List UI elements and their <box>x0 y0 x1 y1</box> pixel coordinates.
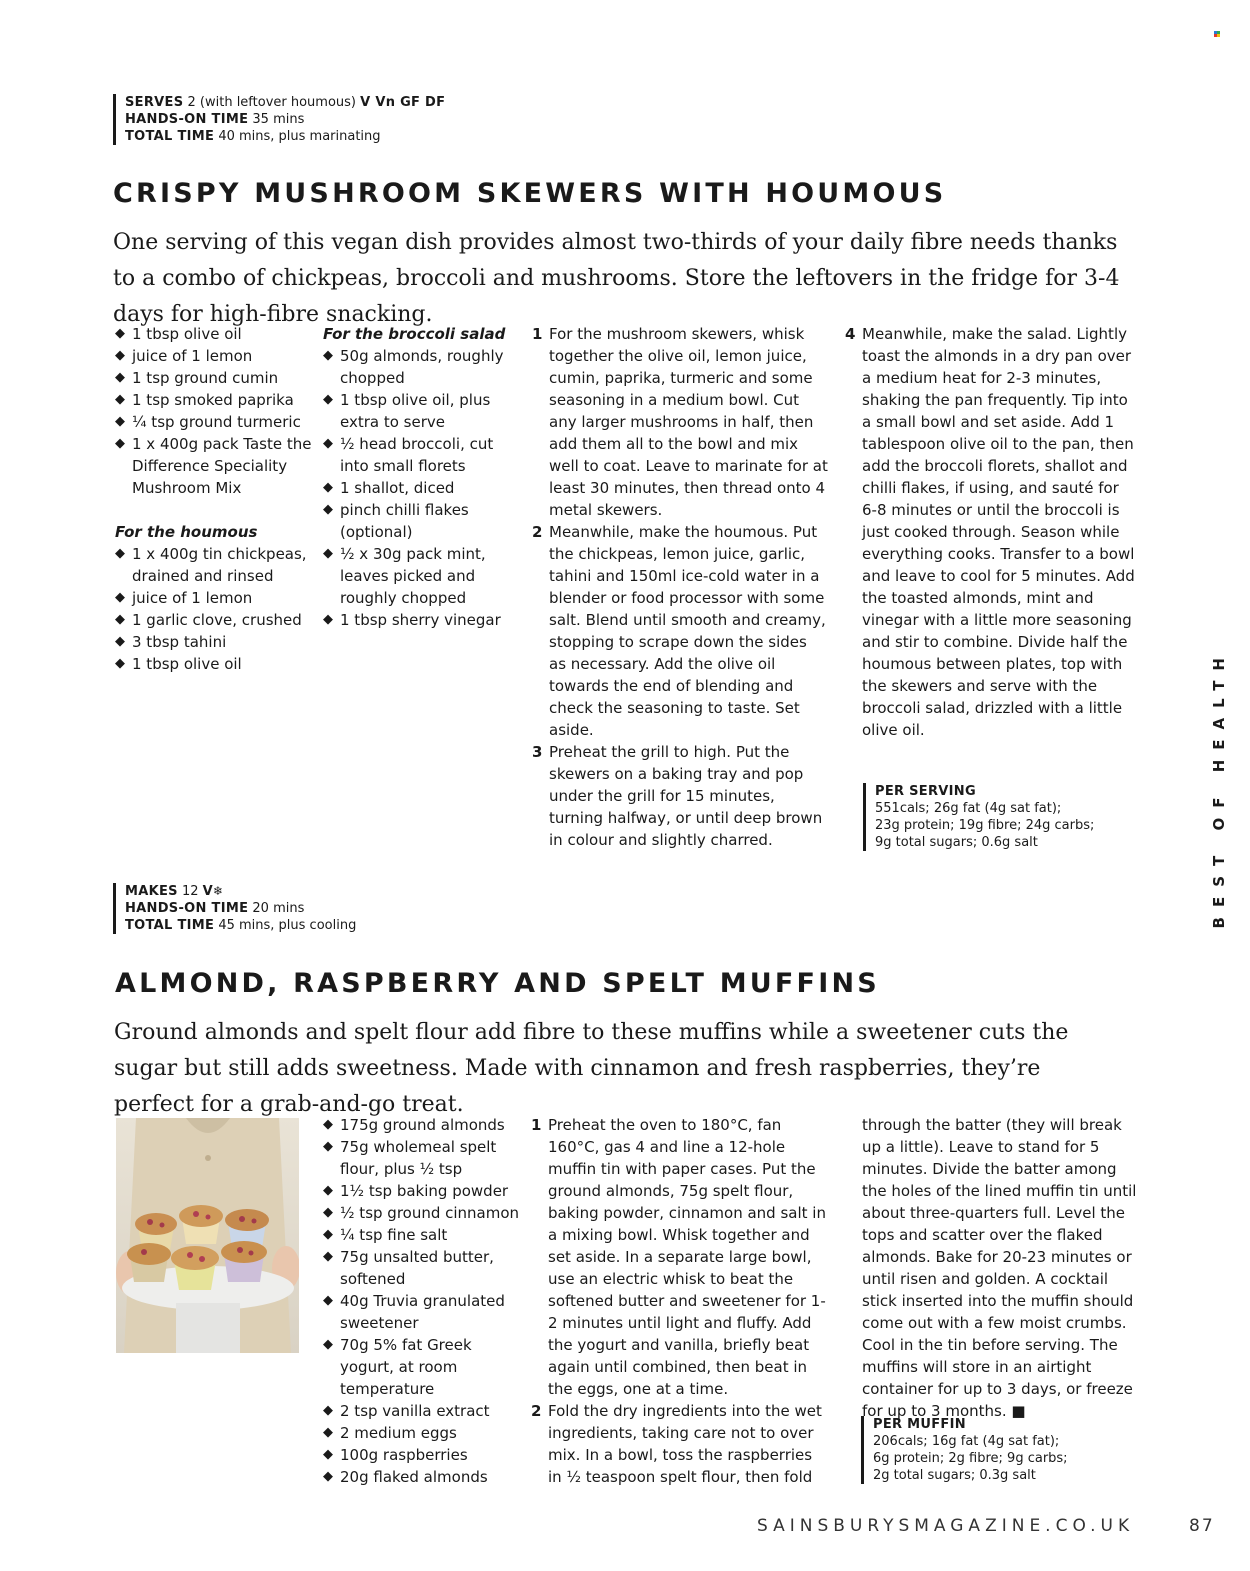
method-step <box>531 1114 827 1400</box>
ingredient-item: ◆ 50g almonds, roughly chopped <box>323 345 518 389</box>
step-number: 1 <box>532 325 543 343</box>
total-time-value: 40 mins, plus marinating <box>218 129 381 144</box>
ingredient-item: ◆ 20g flaked almonds <box>323 1466 523 1488</box>
recipe2-ingredients <box>323 1114 523 1488</box>
diet-tags: V Vn GF DF <box>360 95 446 110</box>
makes-value: 12 <box>181 884 199 899</box>
method-step <box>845 323 1137 741</box>
total-time-label: TOTAL TIME <box>125 918 215 933</box>
nutrition-line: 206cals; 16g fat (4g sat fat); <box>873 1434 1060 1449</box>
snowflake-icon: ❄ <box>213 884 224 898</box>
total-time-value: 45 mins, plus cooling <box>218 918 357 933</box>
salad-ingredient-list <box>323 345 518 631</box>
colour-mark-icon <box>1214 31 1223 37</box>
recipe1-title: CRISPY MUSHROOM SKEWERS WITH HOUMOUS <box>113 178 947 209</box>
recipe2-intro: Ground almonds and spelt flour add fibre to these muffins while a sweetener cuts the sugar but still adds sweetness. Made with cinnamon and fresh raspberries, they’re perfect for a grab-and-go treat. <box>114 1020 1069 1117</box>
recipe1-ingredients-col1 <box>115 323 315 675</box>
step-number: 4 <box>845 325 856 343</box>
nutrition-line: 9g total sugars; 0.6g salt <box>875 835 1038 850</box>
ingredient-item: ◆ 1 x 400g tin chickpeas, drained and rinsed <box>115 543 315 587</box>
nutrition-line: 6g protein; 2g fibre; 9g carbs; <box>873 1451 1068 1466</box>
total-time-label: TOTAL TIME <box>125 129 215 144</box>
ingredient-item: ◆ 70g 5% fat Greek yogurt, at room temperature <box>323 1334 523 1400</box>
muffin-ingredient-list <box>323 1114 523 1488</box>
muffins-photo <box>116 1118 299 1353</box>
nutrition-line: 551cals; 26g fat (4g sat fat); <box>875 801 1062 816</box>
nutrition-heading: PER SERVING <box>875 784 976 799</box>
end-mark-icon: ■ <box>1011 1402 1026 1420</box>
step-text: Preheat the grill to high. Put the skewers on a baking tray and pop under the grill for 15 minutes, turning halfway, or until deep brown in colour and slightly charred. <box>549 743 823 849</box>
nutrition-line: 23g protein; 19g fibre; 24g carbs; <box>875 818 1095 833</box>
ingredient-item: ◆ ½ x 30g pack mint, leaves picked and roughly chopped <box>323 543 518 609</box>
ingredient-item: ◆ 1 garlic clove, crushed <box>115 609 315 631</box>
footer-website: SAINSBURYSMAGAZINE.CO.UK <box>757 1516 1135 1536</box>
ingredient-item: ◆ ½ head broccoli, cut into small florets <box>323 433 518 477</box>
serves-label: SERVES <box>125 95 184 110</box>
nutrition-heading: PER MUFFIN <box>873 1417 966 1432</box>
method-step <box>532 521 828 741</box>
ingredient-item: ◆ 1 tsp smoked paprika <box>115 389 315 411</box>
method-step <box>532 741 828 851</box>
method-step <box>532 323 828 521</box>
ingredient-item: ◆ pinch chilli flakes (optional) <box>323 499 518 543</box>
ingredient-item: ◆ 1 tbsp olive oil <box>115 323 315 345</box>
ingredient-item: ◆ 75g wholemeal spelt flour, plus ½ tsp <box>323 1136 523 1180</box>
ingredient-item: ◆ 1 tbsp olive oil, plus extra to serve <box>323 389 518 433</box>
step-text: Meanwhile, make the houmous. Put the chickpeas, lemon juice, garlic, tahini and 150ml ice-cold water in a blender or food processor with some salt. Blend until smooth and creamy, stopping to scrape down the sides as necessary. Add the olive oil towards the end of blending and check the seasoning to taste. Set aside. <box>549 523 826 739</box>
ingredient-item: ◆ 75g unsalted butter, softened <box>323 1246 523 1290</box>
step-number: 3 <box>532 743 543 761</box>
recipe1-method-col1 <box>532 323 828 851</box>
broccoli-salad-heading: For the broccoli salad <box>323 325 506 343</box>
main-ingredient-list <box>115 323 315 499</box>
step-text: For the mushroom skewers, whisk together the olive oil, lemon juice, cumin, paprika, turmeric and some seasoning in a medium bowl. Cut any larger mushrooms in half, then add them all to the bowl and mix well to coat. Leave to marinate for at least 30 minutes, then thread onto 4 metal skewers. <box>549 325 828 519</box>
step-text: Fold the dry ingredients into the wet ingredients, taking care not to over mix. In a bowl, toss the raspberries in ½ teaspoon spelt flour, then fold through the batter (they will break up a little). Leave to stand for 5 minutes. Divide the batter among the holes of the lined muffin tin until about three-quarters full. Level the tops and scatter over the flaked almonds. Bake for 20-23 minutes or until risen and golden. A cocktail stick inserted into the muffin should come out with a few moist crumbs. Cool in the tin before serving. The muffins will store in an airtight container for up to 3 days, or freeze for up to 3 months. <box>548 1116 1137 1486</box>
ingredient-item: ◆ 175g ground almonds <box>323 1114 523 1136</box>
recipe2-title: ALMOND, RASPBERRY AND SPELT MUFFINS <box>115 968 880 999</box>
step-number: 2 <box>531 1402 542 1420</box>
section-label: BEST OF HEALTH <box>1210 648 1228 929</box>
ingredient-item: ◆ 100g raspberries <box>323 1444 523 1466</box>
recipe2-nutrition <box>861 1416 1153 1484</box>
recipe1-meta <box>113 94 445 145</box>
makes-label: MAKES <box>125 884 178 899</box>
recipe1-ingredients-col2 <box>323 323 518 631</box>
ingredient-item: ◆ 2 medium eggs <box>323 1422 523 1444</box>
ingredient-item: ◆ 1 tbsp olive oil <box>115 653 315 675</box>
hands-on-value: 35 mins <box>252 112 305 127</box>
ingredient-item: ◆ ¼ tsp fine salt <box>323 1224 523 1246</box>
ingredient-item: ◆ 1 x 400g pack Taste the Difference Speciality Mushroom Mix <box>115 433 315 499</box>
ingredient-item: ◆ ¼ tsp ground turmeric <box>115 411 315 433</box>
ingredient-item: ◆ 1½ tsp baking powder <box>323 1180 523 1202</box>
recipe1-method-col2 <box>845 323 1137 741</box>
recipe1-nutrition <box>863 783 1155 851</box>
muffins-photo-image <box>116 1118 299 1353</box>
step-text: Preheat the oven to 180°C, fan 160°C, gas 4 and line a 12-hole muffin tin with paper cases. Put the ground almonds, 75g spelt flour, baking powder, cinnamon and salt in a mixing bowl. Whisk together and set aside. In a separate large bowl, use an electric whisk to beat the softened butter and sweetener for 1-2 minutes until light and fluffy. Add the yogurt and vanilla, briefly beat again until combined, then beat in the eggs, one at a time. <box>548 1116 826 1398</box>
hands-on-value: 20 mins <box>252 901 305 916</box>
serves-value: 2 (with leftover houmous) <box>187 95 356 110</box>
ingredient-item: ◆ juice of 1 lemon <box>115 587 315 609</box>
nutrition-line: 2g total sugars; 0.3g salt <box>873 1468 1036 1483</box>
step-text: Meanwhile, make the salad. Lightly toast the almonds in a dry pan over a medium heat for 2-3 minutes, shaking the pan frequently. Tip into a small bowl and set aside. Add 1 tablespoon olive oil to the pan, then add the broccoli florets, shallot and chilli flakes, if using, and sauté for 6-8 minutes or until the broccoli is just cooked through. Season while everything cooks. Transfer to a bowl and leave to cool for 5 minutes. Add the toasted almonds, mint and vinegar with a little more seasoning and stir to combine. Divide half the houmous between plates, top with the skewers and serve with the broccoli salad, drizzled with a little olive oil. <box>862 325 1135 739</box>
ingredient-item: ◆ 3 tbsp tahini <box>115 631 315 653</box>
houmous-heading: For the houmous <box>115 523 258 541</box>
ingredient-item: ◆ ½ tsp ground cinnamon <box>323 1202 523 1224</box>
recipe1-intro: One serving of this vegan dish provides almost two-thirds of your daily fibre needs thanks to a combo of chickpeas, broccoli and mushrooms. Store the leftovers in the fridge for 3-4 days for high-fibre snacking. <box>113 230 1120 327</box>
diet-tags: V <box>202 884 214 899</box>
hands-on-label: HANDS-ON TIME <box>125 901 249 916</box>
hands-on-label: HANDS-ON TIME <box>125 112 249 127</box>
step-number: 1 <box>531 1116 542 1134</box>
ingredient-item: ◆ juice of 1 lemon <box>115 345 315 367</box>
ingredient-item: ◆ 1 shallot, diced <box>323 477 518 499</box>
ingredient-item: ◆ 1 tsp ground cumin <box>115 367 315 389</box>
ingredient-item: ◆ 1 tbsp sherry vinegar <box>323 609 518 631</box>
houmous-ingredient-list <box>115 543 315 675</box>
ingredient-item: ◆ 2 tsp vanilla extract <box>323 1400 523 1422</box>
recipe2-meta <box>113 883 356 934</box>
ingredient-item: ◆ 40g Truvia granulated sweetener <box>323 1290 523 1334</box>
step-number: 2 <box>532 523 543 541</box>
page-number: 87 <box>1189 1516 1215 1536</box>
